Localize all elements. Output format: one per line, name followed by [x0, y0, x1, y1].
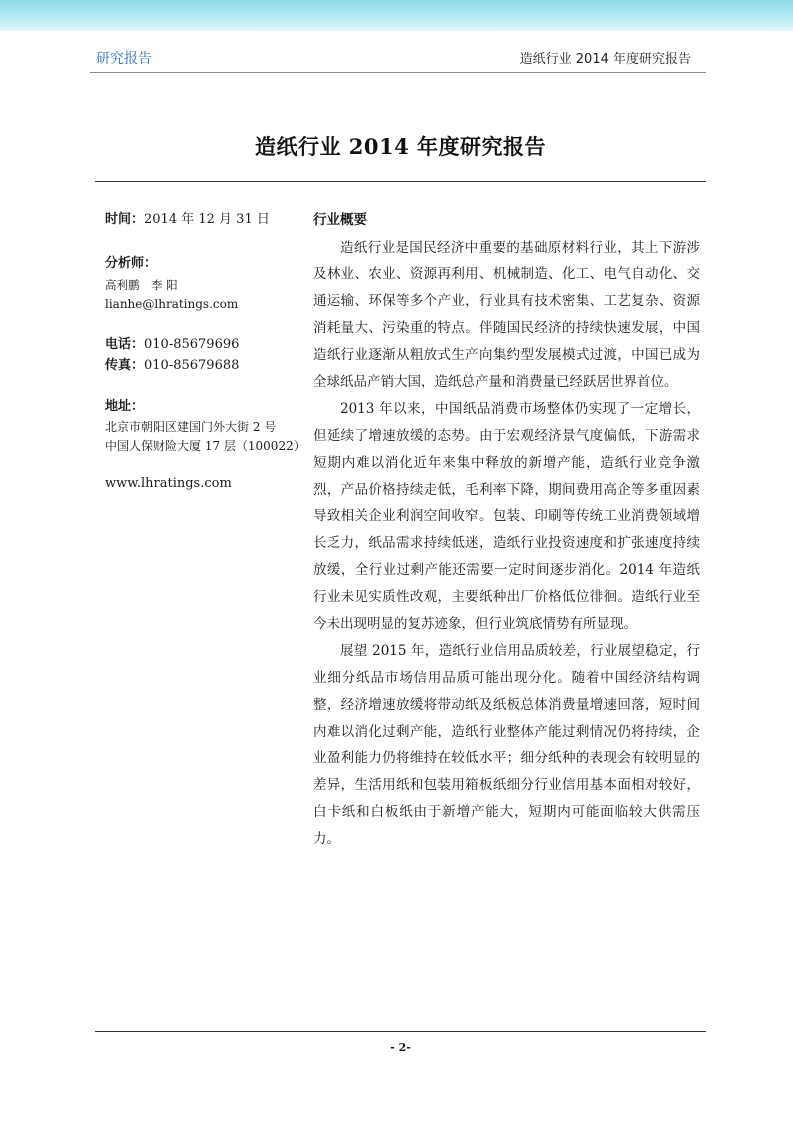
- date-row: [105, 212, 270, 228]
- text-line: 造纸行业是国民经济中重要的基础原材料行业，其上下游涉: [340, 239, 700, 256]
- text-line: 整，经济增速放缓将带动纸及纸板总体消费量增速回落，短时间: [313, 696, 700, 713]
- phone-label: 电话：: [105, 337, 145, 352]
- analyst-names: 高利鹏 李 阳: [105, 278, 178, 292]
- fax-value: 010-85679688: [144, 358, 240, 373]
- text-line: 短期内难以消化近年来集中释放的新增产能，造纸行业竞争激: [313, 454, 700, 471]
- section-title: 行业概要: [313, 212, 367, 228]
- text-line: 2013 年以来，中国纸品消费市场整体仍实现了一定增长，: [340, 400, 700, 417]
- section-body: [313, 235, 700, 853]
- text-line: 消耗量大、污染重的特点。伴随国民经济的持续快速发展，中国: [313, 320, 700, 337]
- text-line: 但延续了增速放缓的态势。由于宏观经济景气度偏低，下游需求: [313, 427, 700, 444]
- running-header-left: 研究报告: [96, 51, 152, 67]
- text-line: 烈，产品价格持续走低，毛利率下降，期间费用高企等多重因素: [313, 481, 700, 498]
- text-line: 放缓，全行业过剩产能还需要一定时间逐步消化。2014 年造纸: [313, 562, 700, 579]
- report-title: 造纸行业 2014 年度研究报告: [254, 134, 547, 159]
- phone-value: 010-85679696: [144, 337, 240, 352]
- paragraph: [313, 235, 700, 396]
- text-line: 长乏力，纸品需求持续低迷，造纸行业投资速度和扩张速度持续: [313, 535, 700, 552]
- text-line: 差异，生活用纸和包装用箱板纸细分行业信用基本面相对较好，: [313, 777, 700, 794]
- footer-divider: [95, 1031, 706, 1032]
- paragraph: [313, 638, 700, 853]
- text-line: 通运输、环保等多个产业，行业具有技术密集、工艺复杂、资源: [313, 293, 700, 310]
- text-line: 内难以消化过剩产能，造纸行业整体产能过剩情况仍将持续，企: [313, 723, 700, 740]
- date-value: 2014 年 12 月 31 日: [144, 212, 270, 227]
- text-line: 导致相关企业利润空间收窄。包装、印刷等传统工业消费领域增: [313, 508, 700, 525]
- text-line: 全球纸品产销大国，造纸总产量和消费量已经跃居世界首位。: [313, 373, 678, 390]
- text-line: 白卡纸和白板纸由于新增产能大，短期内可能面临较大供需压: [313, 804, 700, 821]
- text-line: 力。: [313, 831, 340, 848]
- text-line: 行业未见实质性改观，主要纸种出厂价格低位徘徊。造纸行业至: [313, 589, 700, 606]
- address-label: 地址：: [105, 399, 145, 414]
- website: www.lhratings.com: [105, 476, 232, 491]
- text-line: 造纸行业逐渐从粗放式生产向集约型发展模式过渡，中国已成为: [313, 347, 700, 364]
- title-divider: [95, 181, 706, 182]
- text-line: 今未出现明显的复苏迹象，但行业筑底情势有所显现。: [313, 615, 637, 632]
- fax-label: 传真：: [105, 358, 145, 373]
- analyst-email: lianhe@lhratings.com: [105, 297, 239, 311]
- address-line: 中国人保财险大厦 17 层（100022）: [105, 439, 306, 453]
- address-line: 北京市朝阳区建国门外大街 2 号: [105, 420, 277, 434]
- header-color-band: [0, 0, 793, 31]
- phone-row: [105, 337, 239, 353]
- header-divider: [90, 72, 706, 73]
- date-label: 时间：: [105, 212, 145, 227]
- text-line: 业盈利能力仍将维持在较低水平；细分纸种的表现会有较明显的: [313, 750, 700, 767]
- running-header-right: 造纸行业 2014 年度研究报告: [519, 52, 691, 67]
- text-line: 及林业、农业、资源再利用、机械制造、化工、电气自动化、交: [313, 266, 700, 283]
- text-line: 展望 2015 年，造纸行业信用品质较差，行业展望稳定，行: [340, 642, 700, 659]
- fax-row: [105, 358, 239, 374]
- text-line: 业细分纸品市场信用品质可能出现分化。随着中国经济结构调: [313, 669, 700, 686]
- analyst-label: 分析师：: [105, 256, 158, 271]
- paragraph: [313, 396, 700, 638]
- page-number: - 2-: [390, 1041, 411, 1054]
